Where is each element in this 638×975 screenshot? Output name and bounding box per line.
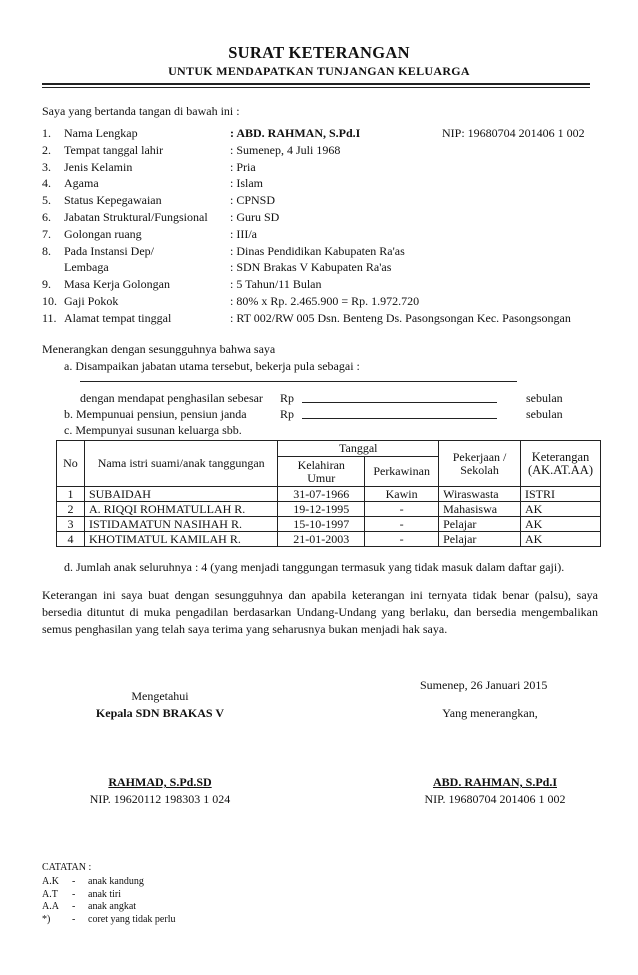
declare-d: d. Jumlah anak seluruhnya : 4 (yang menjadi tanggungan termasuk yang tidak masuk dalam daftar gaji). [64,560,565,574]
notes-list [42,876,242,926]
table-row [57,487,601,502]
field-number: 7. [42,226,51,241]
field-number: 1. [42,126,51,140]
note-dash: - [72,876,76,887]
note-desc: coret yang tidak perlu [88,913,176,925]
note-item [42,889,242,902]
note-item [42,901,242,914]
field-number: 8. [42,243,51,258]
pension-sebulan: sebulan [526,407,563,421]
right-sign-name: ABD. RAHMAN, S.Pd.I [432,775,557,789]
identity-fields [42,126,602,328]
cell-birth: 31-07-1966 [278,487,365,502]
income-label: dengan mendapat penghasilan sebesar [80,391,263,405]
cell-marriage: Kawin [365,487,439,502]
header-keterangan [521,441,601,487]
cell-name: KHOTIMATUL KAMILAH R. [84,532,277,547]
cell-no: 2 [57,502,85,517]
field-value: : RT 002/RW 005 Dsn. Benteng Ds. Pasongsongan Kec. Pasongsongan [230,310,571,325]
field-number: 11. [42,310,57,325]
note-desc: anak tiri [88,888,122,900]
field-label: Jabatan Struktural/Fungsional [64,209,208,224]
field-row [42,176,602,193]
field-row [42,210,602,227]
field-label: Pada Instansi Dep/ [64,243,154,258]
left-sign-role: Kepala SDN BRAKAS V [95,706,225,720]
header-perkawinan: Perkawinan [365,457,439,487]
field-row [42,160,602,177]
header-kelahiran-line1: Kelahiran [297,457,345,472]
field-row [42,311,602,328]
field-value: : CPNSD [230,193,276,208]
note-dash: - [72,913,76,925]
note-code: A.A [42,901,59,912]
header-pekerjaan-line1: Pekerjaan / [452,449,507,464]
field-label: Golongan ruang [64,226,142,241]
table-row [57,517,601,532]
notes-title: CATATAN : [42,862,92,873]
family-table-body [57,487,601,547]
cell-no: 3 [57,517,85,532]
field-number: 3. [42,159,51,174]
place-date: Sumenep, 26 Januari 2015 [420,678,548,692]
blank-line-job [80,381,517,382]
field-row [42,227,602,244]
cell-marriage: - [365,502,439,517]
field-row [42,244,602,261]
table-row [57,532,601,547]
field-number: 9. [42,277,51,292]
cell-name: SUBAIDAH [84,487,277,502]
note-desc: anak angkat [88,901,137,912]
left-sign-label: Mengetahui [131,689,189,703]
cell-occupation: Wiraswasta [439,487,521,502]
document-subtitle: UNTUK MENDAPATKAN TUNJANGAN KELUARGA [168,64,470,78]
field-row [42,277,602,294]
header-no: No [57,441,85,487]
field-value: : Pria [230,159,256,174]
header-rule-thick [42,83,590,85]
field-value: : 5 Tahun/11 Bulan [230,277,322,292]
header-pekerjaan-line2: Sekolah [460,462,499,477]
header-kelahiran-line2: Umur [307,470,336,485]
cell-remark: AK [521,517,601,532]
income-sebulan: sebulan [526,391,563,405]
header-rule-thin [42,87,590,88]
document-title: SURAT KETERANGAN [228,43,410,62]
field-label: Tempat tanggal lahir [64,142,164,157]
field-number: 2. [42,142,51,157]
field-number: 6. [42,209,51,224]
header-kelahiran [278,457,365,487]
field-value: : ABD. RAHMAN, S.Pd.I [230,126,361,140]
cell-name: ISTIDAMATUN NASIHAH R. [84,517,277,532]
statement-paragraph: Keterangan ini saya buat dengan sesungguhnya dan apabila keterangan ini ternyata tidak benar (palsu), saya bersedia dituntut di muka pengadilan berdasarkan Undang-Undang yang berlaku, dan bersedia mengembalikan semus penghasilan yang telah saya terima yang seharusnya bukan menjadi hak saya. [42,588,598,636]
note-item [42,876,242,889]
field-label: Alamat tempat tinggal [64,310,172,325]
field-label: Jenis Kelamin [64,159,133,174]
cell-marriage: - [365,517,439,532]
cell-remark: AK [521,532,601,547]
cell-remark: ISTRI [521,487,601,502]
cell-no: 1 [57,487,85,502]
note-code: *) [42,913,51,925]
field-value: : Dinas Pendidikan Kabupaten Ra'as [230,243,405,258]
note-desc: anak kandung [88,876,144,887]
field-value: : Guru SD [230,209,280,224]
cell-occupation: Mahasiswa [439,502,521,517]
declare-heading: Menerangkan dengan sesungguhnya bahwa saya [42,342,276,356]
field-label: Agama [64,176,99,191]
note-dash: - [72,888,76,900]
field-number: 4. [42,176,51,191]
field-value: : Islam [230,176,263,191]
field-row [42,294,602,311]
field-value: : III/a [230,226,257,241]
left-sign-nip: NIP. 19620112 198303 1 024 [89,792,231,806]
note-code: A.T [42,888,58,900]
field-value: : SDN Brakas V Kabupaten Ra'as [230,260,392,275]
cell-marriage: - [365,532,439,547]
note-dash: - [72,901,76,912]
field-row [42,143,602,160]
field-label: Nama Lengkap [64,126,138,140]
header-keterangan-line1: Keterangan [531,449,590,464]
field-row [42,260,602,277]
blank-line-pension [302,418,497,419]
declare-c: c. Mempunyai susunan keluarga sbb. [64,423,242,437]
note-code: A.K [42,876,59,887]
field-value: : Sumenep, 4 Juli 1968 [230,142,341,157]
field-row [42,193,602,210]
field-label: Gaji Pokok [64,293,119,308]
field-label: Masa Kerja Golongan [64,277,170,292]
cell-occupation: Pelajar [439,517,521,532]
header-tanggal: Tanggal [278,441,439,457]
nip-top: NIP: 19680704 201406 1 002 [442,126,585,140]
field-number: 10. [42,293,57,308]
declare-a: a. Disampaikan jabatan utama tersebut, bekerja pula sebagai : [64,359,360,373]
declare-b: b. Mempunuai pensiun, pensiun janda [64,407,247,421]
field-label: Lembaga [64,260,109,275]
pension-rp: Rp [280,407,295,421]
cell-birth: 15-10-1997 [278,517,365,532]
cell-name: A. RIQQI ROHMATULLAH R. [84,502,277,517]
table-row [57,502,601,517]
header-name: Nama istri suami/anak tanggungan [84,441,277,487]
cell-no: 4 [57,532,85,547]
field-value: : 80% x Rp. 2.465.900 = Rp. 1.972.720 [230,293,420,308]
cell-birth: 19-12-1995 [278,502,365,517]
cell-remark: AK [521,502,601,517]
header-pekerjaan [439,441,521,487]
right-sign-nip: NIP. 19680704 201406 1 002 [424,792,566,806]
intro-text: Saya yang bertanda tangan di bawah ini : [42,104,240,118]
left-sign-name: RAHMAD, S.Pd.SD [108,775,212,789]
family-table [56,440,601,547]
blank-line-income [302,402,497,403]
field-label: Status Kepegawaian [64,193,162,208]
field-number: 5. [42,193,51,208]
cell-birth: 21-01-2003 [278,532,365,547]
income-rp: Rp [280,391,295,405]
header-keterangan-line2: (AK.AT.AA) [527,462,594,477]
right-sign-role: Yang menerangkan, [442,706,538,720]
cell-occupation: Pelajar [439,532,521,547]
note-item [42,914,242,927]
field-list [42,126,602,328]
